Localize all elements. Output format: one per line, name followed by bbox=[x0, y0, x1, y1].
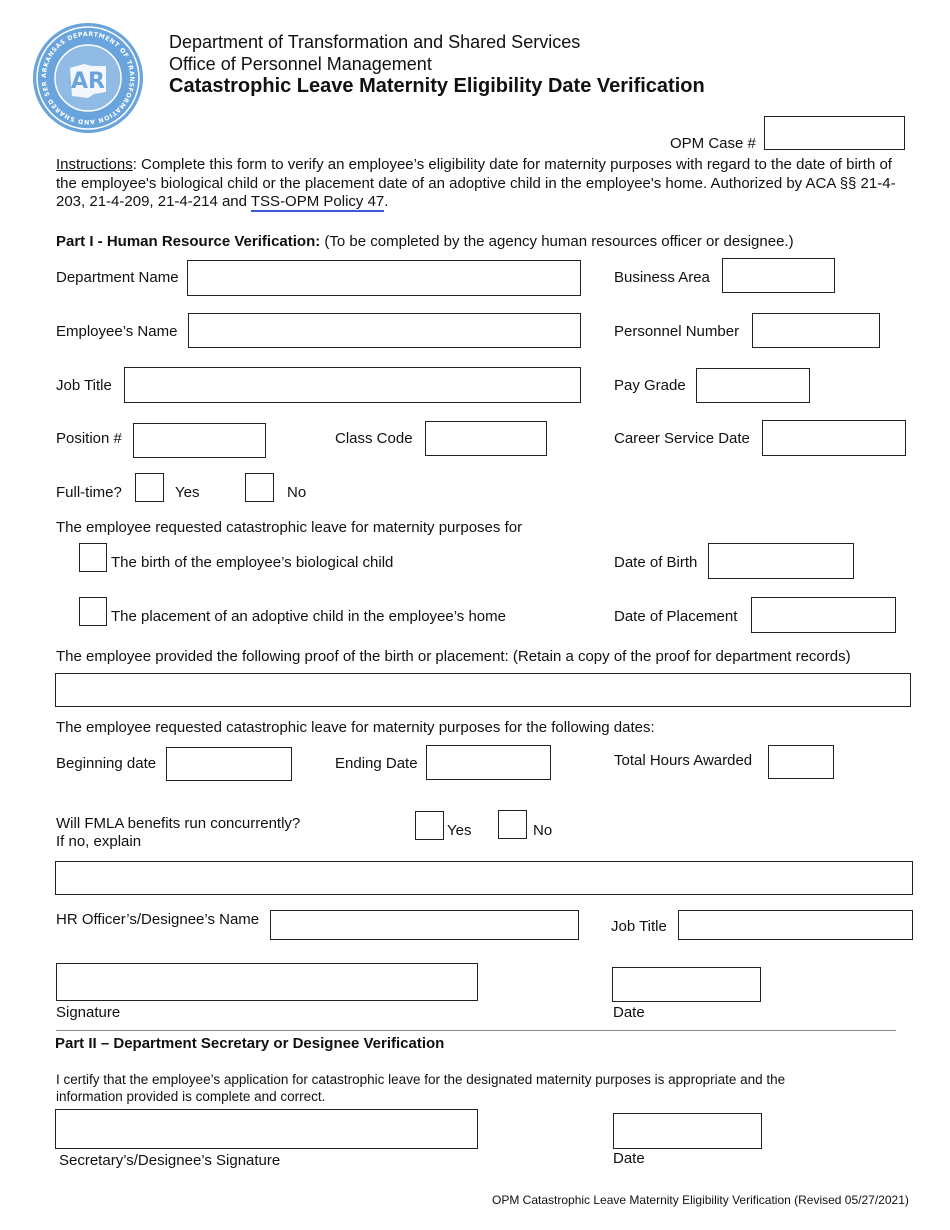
class-code-label: Class Code bbox=[335, 430, 413, 447]
full-time-label: Full-time? bbox=[56, 484, 122, 501]
ending-date-label: Ending Date bbox=[335, 755, 418, 772]
career-service-date-input[interactable] bbox=[762, 420, 906, 456]
proof-input[interactable] bbox=[55, 673, 911, 707]
secretary-signature-input[interactable] bbox=[55, 1109, 478, 1149]
dates-intro-text: The employee requested catastrophic leave for maternity purposes for the following dates: bbox=[56, 719, 655, 736]
fmla-no-checkbox[interactable] bbox=[498, 810, 527, 839]
full-time-yes-checkbox[interactable] bbox=[135, 473, 164, 502]
career-service-date-label: Career Service Date bbox=[614, 430, 750, 447]
department-name-input[interactable] bbox=[187, 260, 581, 296]
certify-line1: I certify that the employee’s application for catastrophic leave for the designated maternity purposes is appropriate and the bbox=[56, 1072, 786, 1087]
part1-heading: Part I - Human Resource Verification: (To be completed by the agency human resources officer or designee.) bbox=[56, 233, 794, 250]
date-of-birth-input[interactable] bbox=[708, 543, 854, 579]
date-of-birth-label: Date of Birth bbox=[614, 554, 698, 571]
date-of-placement-input[interactable] bbox=[751, 597, 896, 633]
instructions-text: : Complete this form to verify an employee’s eligibility date for maternity purposes with regard to the date of birth of the employee's biological child or the placement date of an adoptive child in the employee's home. Authorized by ACA §§ 21-4-203, 21-4-209, 21-4-214 and bbox=[56, 156, 896, 210]
personnel-number-input[interactable] bbox=[752, 313, 880, 348]
employee-name-input[interactable] bbox=[188, 313, 581, 348]
business-area-input[interactable] bbox=[722, 258, 835, 293]
fmla-explain-label: If no, explain bbox=[56, 833, 142, 850]
pay-grade-label: Pay Grade bbox=[614, 377, 686, 394]
beginning-date-input[interactable] bbox=[166, 747, 292, 781]
business-area-label: Business Area bbox=[614, 269, 710, 286]
secretary-date-label: Date bbox=[613, 1150, 645, 1167]
pay-grade-input[interactable] bbox=[696, 368, 810, 403]
job-title-label: Job Title bbox=[56, 377, 112, 394]
hr-name-input[interactable] bbox=[270, 910, 579, 940]
opm-case-label: OPM Case # bbox=[670, 135, 756, 152]
requested-for-text: The employee requested catastrophic leave for maternity purposes for bbox=[56, 519, 523, 536]
instructions-paragraph: Instructions: Complete this form to verify an employee’s eligibility date for maternity purposes with regard to the date of birth of the employee's biological child or the placement date of an adoptive child in the employee's home. Authorized by ACA §§ 21-4-203, 21-4-209, 21-4-214 and TSS-OPM Policy 47. bbox=[56, 156, 896, 210]
seal-monogram: AR bbox=[71, 69, 105, 94]
instructions-label: Instructions bbox=[56, 156, 133, 173]
job-title-input[interactable] bbox=[124, 367, 581, 403]
birth-option-label: The birth of the employee’s biological child bbox=[111, 554, 394, 571]
form-title: Catastrophic Leave Maternity Eligibility Date Verification bbox=[169, 75, 705, 97]
secretary-date-input[interactable] bbox=[613, 1113, 762, 1149]
class-code-input[interactable] bbox=[425, 421, 547, 456]
personnel-number-label: Personnel Number bbox=[614, 323, 740, 340]
agency-seal bbox=[32, 22, 144, 134]
placement-option-checkbox[interactable] bbox=[79, 597, 107, 626]
full-time-no-checkbox[interactable] bbox=[245, 473, 274, 502]
employee-name-label: Employee’s Name bbox=[56, 323, 178, 340]
office-heading: Office of Personnel Management bbox=[169, 54, 432, 74]
position-label: Position # bbox=[56, 430, 122, 447]
hr-name-label: HR Officer’s/Designee’s Name bbox=[56, 911, 260, 928]
part2-heading: Part II – Department Secretary or Designee Verification bbox=[55, 1035, 445, 1052]
department-heading: Department of Transformation and Shared Services bbox=[169, 32, 581, 52]
policy-link[interactable]: TSS-OPM Policy 47 bbox=[250, 193, 385, 210]
birth-option-checkbox[interactable] bbox=[79, 543, 107, 572]
fmla-yes-label: Yes bbox=[447, 822, 472, 839]
secretary-signature-label: Secretary’s/Designee’s Signature bbox=[59, 1152, 281, 1169]
total-hours-label: Total Hours Awarded bbox=[614, 752, 753, 769]
ending-date-input[interactable] bbox=[426, 745, 551, 780]
beginning-date-label: Beginning date bbox=[56, 755, 157, 772]
full-time-no-label: No bbox=[287, 484, 307, 501]
fmla-yes-checkbox[interactable] bbox=[415, 811, 444, 840]
fmla-no-label: No bbox=[533, 822, 553, 839]
section-divider bbox=[56, 1030, 896, 1031]
hr-date-input[interactable] bbox=[612, 967, 761, 1002]
proof-text: The employee provided the following proof of the birth or placement: (Retain a copy of the proof for department records) bbox=[56, 648, 851, 665]
full-time-yes-label: Yes bbox=[175, 484, 200, 501]
position-input[interactable] bbox=[133, 423, 266, 458]
hr-date-label: Date bbox=[613, 1004, 645, 1021]
fmla-explain-input[interactable] bbox=[55, 861, 913, 895]
form-footer: OPM Catastrophic Leave Maternity Eligibility Verification (Revised 05/27/2021) bbox=[492, 1193, 909, 1207]
hr-job-title-label: Job Title bbox=[611, 918, 667, 935]
hr-signature-input[interactable] bbox=[56, 963, 478, 1001]
certify-line2: information provided is complete and correct. bbox=[56, 1089, 326, 1104]
department-name-label: Department Name bbox=[56, 269, 179, 286]
placement-option-label: The placement of an adoptive child in the employee’s home bbox=[111, 608, 506, 625]
date-of-placement-label: Date of Placement bbox=[614, 608, 738, 625]
total-hours-input[interactable] bbox=[768, 745, 834, 779]
seal-ring-text: ARKANSAS DEPARTMENT OF TRANSFORMATION AND SHARED SER bbox=[40, 30, 136, 126]
hr-signature-label: Signature bbox=[56, 1004, 121, 1021]
fmla-question: Will FMLA benefits run concurrently? bbox=[56, 815, 301, 832]
opm-case-input[interactable] bbox=[764, 116, 905, 150]
hr-job-title-input[interactable] bbox=[678, 910, 913, 940]
